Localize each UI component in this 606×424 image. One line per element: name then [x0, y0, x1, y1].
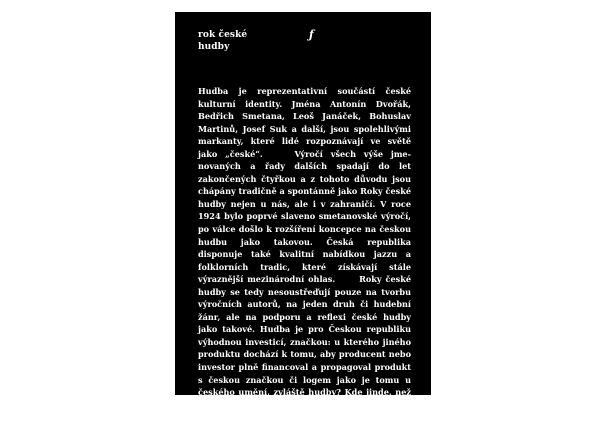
header-title-line2: hudby	[198, 42, 230, 52]
body-text	[198, 85, 411, 424]
header-title	[198, 29, 247, 53]
logo-mark: ƒ	[309, 28, 314, 41]
paragraph-1: Hudba je reprezentativní součástí české kulturní identity. Jména Antonín Dvořák, Bedřich Smetana, Leoš Janáček, Bohuslav Martinů, Josef Suk a další, jsou spolehlivými markanty, které lidé rozpoznávají ve světě jako „české“.	[198, 86, 411, 159]
header-title-line1: rok české	[198, 30, 248, 40]
document-page	[175, 12, 431, 423]
paragraph-2: Výročí všech výše jmenovaných a řady dalších spadají do let zakončených čtyřkou a z tohoto důvodu jsou chápány tradičně a spontánně jako Roky české hudby nejen u nás, ale i v zahraničí. V roce 1924 bylo poprvé slaveno smetanovské výročí, po válce došlo k rozšíření koncepce na českou hudbu jako takovou. Česká republika disponuje také kvalitní nabídkou jazzu a folklorních tradic, které získávají stále výraznější mezinárodní ohlas.	[198, 148, 411, 285]
paragraph-3: Roky české hudby se tedy nesoustřeďují pouze na tvorbu výročních autorů, na jeden druh či hudební žánr, ale na podporu a reflexi české hudby jako takové. Hudba je pro Českou republiku výhodnou investicí, značkou: u kterého jiného produktu dochází k tomu, aby producent nebo investor plně financoval a propagoval produkt s českou značkou či logem jako je tomu u českého umění, zvláště hudby? Kde jinde, než v umění ještě můžeme smysluplně hovořit o tom, že je „české“?	[198, 274, 411, 423]
